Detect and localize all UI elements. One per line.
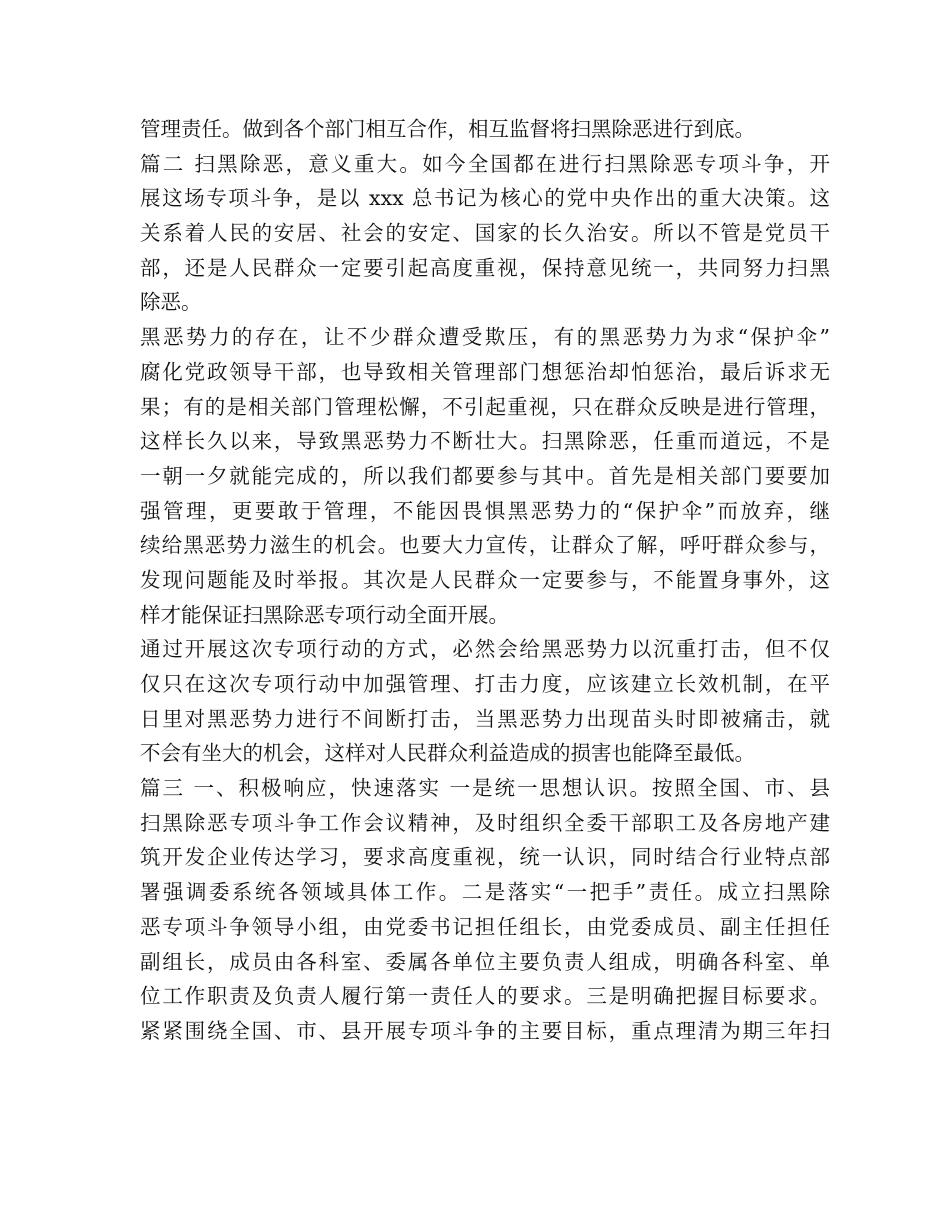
text-line: 筑开发企业传达学习，要求高度重视，统一认识，同时结合行业特点部: [140, 845, 830, 870]
text-line: 腐化党政领导干部，也导致相关管理部门想惩治却怕惩治，最后诉求无: [140, 359, 830, 384]
text-line: 篇三 一、积极响应，快速落实 一是统一思想认识。按照全国、市、县: [140, 776, 830, 801]
text-line: 一朝一夕就能完成的，所以我们都要参与其中。首先是相关部门要要加: [140, 463, 830, 488]
text-line: 展这场专项斗争，是以 xxx 总书记为核心的党中央作出的重大决策。这: [140, 186, 830, 211]
text-line: 紧紧围绕全国、市、县开展专项斗争的主要目标，重点理清为期三年扫: [140, 1018, 830, 1043]
text-line: 续给黑恶势力滋生的机会。也要大力宣传，让群众了解，呼吁群众参与，: [140, 533, 830, 558]
text-line: 署强调委系统各领域具体工作。二是落实“一把手”责任。成立扫黑除: [140, 880, 830, 905]
text-line: 日里对黑恶势力进行不间断打击，当黑恶势力出现苗头时即被痛击，就: [140, 706, 830, 731]
text-line: 发现问题能及时举报。其次是人民群众一定要参与，不能置身事外，这: [140, 567, 830, 592]
text-line: 黑恶势力的存在，让不少群众遭受欺压，有的黑恶势力为求“保护伞”: [140, 325, 830, 350]
text-line: 位工作职责及负责人履行第一责任人的要求。三是明确把握目标要求。: [140, 984, 830, 1009]
text-line: 除恶。: [140, 290, 202, 315]
text-line: 不会有坐大的机会，这样对人民群众利益造成的损害也能降至最低。: [140, 741, 755, 766]
text-line: 部，还是人民群众一定要引起高度重视，保持意见统一，共同努力扫黑: [140, 255, 830, 280]
text-line: 管理责任。做到各个部门相互合作，相互监督将扫黑除恶进行到底。: [140, 117, 755, 141]
text-line: 这样长久以来，导致黑恶势力不断壮大。扫黑除恶，任重而道远，不是: [140, 429, 830, 454]
text-line: 恶专项斗争领导小组，由党委书记担任组长，由党委成员、副主任担任: [140, 914, 830, 939]
text-line: 副组长，成员由各科室、委属各单位主要负责人组成，明确各科室、单: [140, 949, 830, 974]
text-line: 通过开展这次专项行动的方式，必然会给黑恶势力以沉重打击，但不仅: [140, 637, 830, 662]
text-line: 强管理，更要敢于管理，不能因畏惧黑恶势力的“保护伞”而放弃，继: [140, 498, 830, 523]
text-line: 样才能保证扫黑除恶专项行动全面开展。: [140, 602, 509, 627]
text-line: 关系着人民的安居、社会的安定、国家的长久治安。所以不管是党员干: [140, 221, 830, 246]
text-line: 仅只在这次专项行动中加强管理、打击力度，应该建立长效机制，在平: [140, 672, 830, 696]
document-body: [140, 112, 830, 1049]
text-line: 果；有的是相关部门管理松懈，不引起重视，只在群众反映是进行管理，: [140, 394, 830, 419]
text-line: 扫黑除恶专项斗争工作会议精神，及时组织全委干部职工及各房地产建: [140, 810, 830, 835]
text-line: 篇二 扫黑除恶，意义重大。如今全国都在进行扫黑除恶专项斗争，开: [140, 151, 830, 176]
